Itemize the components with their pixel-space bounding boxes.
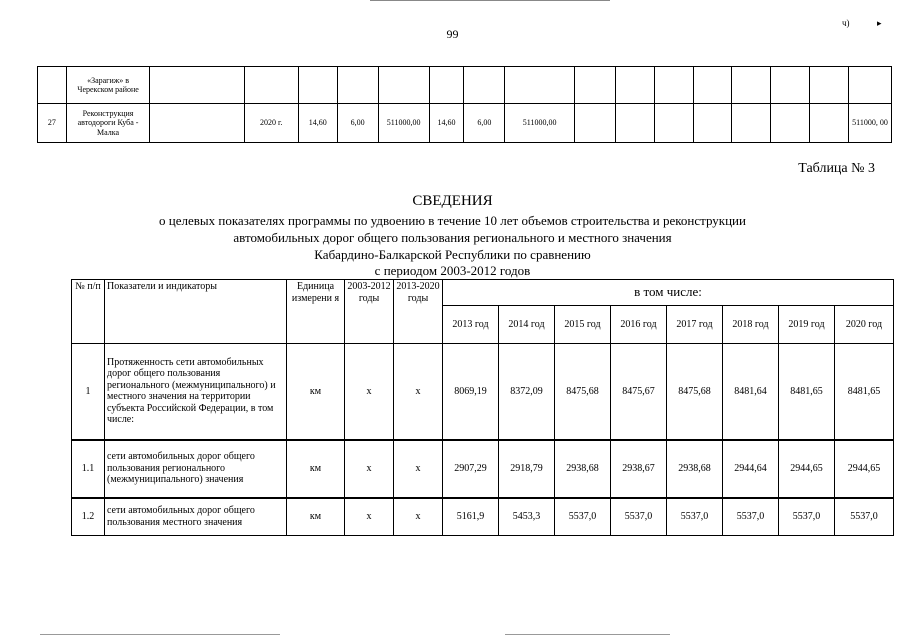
table-cell — [150, 104, 244, 143]
value-cell: 8481,65 — [779, 344, 835, 440]
value-cell: 2938,68 — [667, 440, 723, 498]
heading-line-1: о целевых показателях программы по удвоению в течение 10 лет объемов строительства и реконструкции — [159, 213, 746, 228]
value-cell: 8475,68 — [667, 344, 723, 440]
indicators-table — [71, 279, 894, 536]
page-number: 99 — [446, 27, 459, 41]
table-cell — [150, 67, 244, 104]
table-cell: 6,00 — [464, 104, 505, 143]
table-row — [72, 498, 894, 536]
table-row — [72, 440, 894, 498]
value-cell: 5537,0 — [555, 498, 611, 536]
table-cell: 14,60 — [298, 104, 337, 143]
table-cell — [732, 67, 771, 104]
table-cell — [464, 67, 505, 104]
value-cell: 5537,0 — [779, 498, 835, 536]
table-cell — [615, 67, 654, 104]
unit-cell: км — [287, 498, 345, 536]
value-cell: 8372,09 — [499, 344, 555, 440]
value-cell: 8475,68 — [555, 344, 611, 440]
indicator-name-cell: сети автомобильных дорог общего пользования местного значения — [105, 498, 287, 536]
value-cell: 8481,65 — [835, 344, 894, 440]
value-cell: 5537,0 — [611, 498, 667, 536]
table-cell — [848, 67, 891, 104]
heading-title: СВЕДЕНИЯ — [412, 193, 493, 209]
value-cell: 2938,68 — [555, 440, 611, 498]
table-cell — [654, 104, 693, 143]
row-number-cell: 27 — [38, 104, 67, 143]
table-row — [38, 67, 892, 104]
heading-line-2: автомобильных дорог общего пользования регионального и местного значения — [233, 230, 672, 245]
header-period-2003-2012: 2003-2012 годы — [345, 280, 394, 344]
corner-mark-left: ч) — [842, 18, 850, 28]
table-caption: Таблица № 3 — [798, 161, 875, 176]
header-unit: Единица измерени я — [287, 280, 345, 344]
table-cell: 511000,00 — [378, 104, 429, 143]
table-cell — [337, 67, 378, 104]
unit-cell: км — [287, 344, 345, 440]
table-cell — [771, 67, 810, 104]
header-name: Показатели и индикаторы — [105, 280, 287, 344]
value-cell: 8069,19 — [443, 344, 499, 440]
period-cell: х — [394, 440, 443, 498]
table-cell: 511000,00 — [505, 104, 575, 143]
table-cell — [693, 67, 732, 104]
table-cell: 2020 г. — [244, 104, 298, 143]
header-year: 2016 год — [611, 306, 667, 344]
value-cell: 2944,65 — [779, 440, 835, 498]
indicator-name-cell: сети автомобильных дорог общего пользования регионального (межмуниципального) значения — [105, 440, 287, 498]
scan-bottom-edge-line — [505, 634, 670, 635]
header-year: 2017 год — [667, 306, 723, 344]
unit-cell: км — [287, 440, 345, 498]
period-cell: х — [345, 344, 394, 440]
corner-mark-right: ▸ — [877, 18, 882, 28]
value-cell: 5453,3 — [499, 498, 555, 536]
header-year: 2019 год — [779, 306, 835, 344]
table-cell — [298, 67, 337, 104]
heading-line-3: Кабардино-Балкарской Республики по сравнению — [314, 247, 591, 262]
value-cell: 2938,67 — [611, 440, 667, 498]
heading-line-4: с периодом 2003-2012 годов — [374, 263, 531, 278]
header-including: в том числе: — [443, 280, 894, 306]
scan-bottom-edge-line — [40, 634, 280, 635]
object-name-cell: «Зарагиж» в Черекском районе — [66, 67, 150, 104]
header-row — [72, 280, 894, 306]
table-cell — [693, 104, 732, 143]
table-cell — [732, 104, 771, 143]
indicator-name-cell: Протяженность сети автомобильных дорог общего пользования регионального (межмуниципального) и местного значения на территории субъекта Российской Федерации, в том числе: — [105, 344, 287, 440]
table-cell — [654, 67, 693, 104]
table-cell — [244, 67, 298, 104]
value-cell: 8481,64 — [723, 344, 779, 440]
table-cell — [505, 67, 575, 104]
table-cell — [810, 67, 849, 104]
value-cell: 2944,65 — [835, 440, 894, 498]
row-number-cell — [38, 67, 67, 104]
header-year: 2018 год — [723, 306, 779, 344]
table-row — [72, 344, 894, 440]
table-cell — [574, 67, 615, 104]
table-cell — [810, 104, 849, 143]
table-row — [38, 104, 892, 143]
row-number-cell: 1 — [72, 344, 105, 440]
table-cell — [574, 104, 615, 143]
value-cell: 5161,9 — [443, 498, 499, 536]
header-year: 2015 год — [555, 306, 611, 344]
value-cell: 2944,64 — [723, 440, 779, 498]
top-table-continuation — [37, 66, 892, 143]
object-name-cell: Реконструкция автодороги Куба - Малка — [66, 104, 150, 143]
table-cell — [378, 67, 429, 104]
row-number-cell: 1.1 — [72, 440, 105, 498]
header-year: 2013 год — [443, 306, 499, 344]
header-year: 2020 год — [835, 306, 894, 344]
value-cell: 5537,0 — [667, 498, 723, 536]
table-cell: 14,60 — [429, 104, 464, 143]
header-year: 2014 год — [499, 306, 555, 344]
period-cell: х — [345, 498, 394, 536]
value-cell: 2907,29 — [443, 440, 499, 498]
period-cell: х — [394, 498, 443, 536]
value-cell: 8475,67 — [611, 344, 667, 440]
table-cell — [771, 104, 810, 143]
value-cell: 2918,79 — [499, 440, 555, 498]
value-cell: 5537,0 — [723, 498, 779, 536]
scan-top-edge-line — [370, 0, 610, 1]
table-cell — [429, 67, 464, 104]
table-cell: 6,00 — [337, 104, 378, 143]
row-number-cell: 1.2 — [72, 498, 105, 536]
value-cell: 5537,0 — [835, 498, 894, 536]
table-cell: 511000, 00 — [848, 104, 891, 143]
period-cell: х — [394, 344, 443, 440]
period-cell: х — [345, 440, 394, 498]
table-cell — [615, 104, 654, 143]
header-period-2013-2020: 2013-2020 годы — [394, 280, 443, 344]
header-num: № п/п — [72, 280, 105, 344]
